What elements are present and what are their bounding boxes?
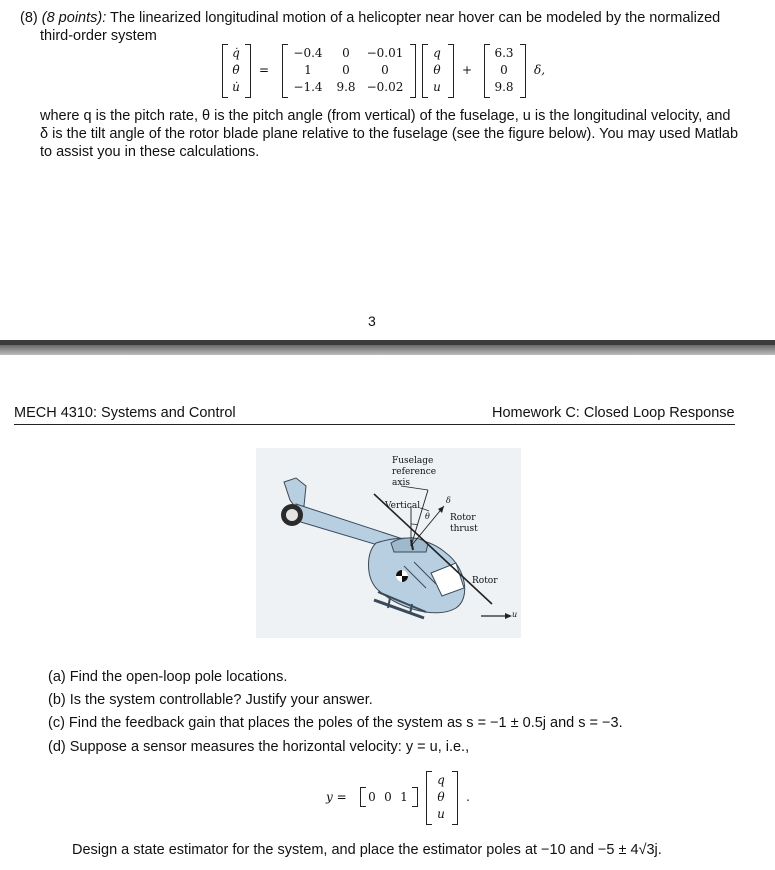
state-u: u: [433, 80, 441, 94]
problem-points: (8 points):: [41, 10, 107, 26]
label-rotor: Rotor: [472, 576, 498, 586]
helicopter-diagram: [256, 448, 521, 638]
out-state-theta: θ: [437, 790, 445, 804]
bracket-right: [520, 44, 526, 98]
label-delta: δ: [446, 496, 451, 505]
state-q: q: [433, 46, 441, 60]
problem-intro-line1: [20, 9, 765, 28]
A-13: −0.01: [366, 46, 404, 60]
label-fuselage-2: reference: [392, 467, 437, 477]
label-u: u: [512, 610, 518, 619]
label-fuselage-1: Fuselage: [392, 456, 434, 466]
bracket-right: [452, 771, 458, 825]
question-c: (c) Find the feedback gain that places the poles of the system as s = −1 ± 0.5j and s = −3.: [48, 715, 623, 731]
problem-intro-text: The linearized longitudinal motion of a helicopter near hover can be modeled by the normalized: [110, 10, 721, 26]
question-a: (a) Find the open-loop pole locations.: [48, 669, 288, 685]
output-equation: [326, 771, 496, 827]
A-21: 1: [304, 63, 312, 77]
question-b: (b) Is the system controllable? Justify your answer.: [48, 692, 373, 708]
tail-rotor-hub: [286, 509, 298, 521]
output-period: .: [466, 790, 470, 804]
course-title: MECH 4310: Systems and Control: [14, 405, 236, 421]
helicopter-figure: [256, 448, 521, 638]
bracket-right: [245, 44, 251, 98]
desc-line1: where q is the pitch rate, θ is the pitch angle (from vertical) of the fuselage, u is the longitudinal velocity, and: [40, 108, 731, 124]
A-32: 9.8: [336, 80, 356, 94]
A-23: 0: [381, 63, 389, 77]
label-fuselage-3: axis: [392, 478, 410, 488]
problem-number: (8): [20, 10, 38, 26]
equals-sign: =: [258, 63, 270, 77]
label-vertical: Vertical: [385, 501, 421, 511]
bracket-right: [448, 44, 454, 98]
page-separator: [0, 340, 775, 355]
fuselage-label: [392, 456, 436, 489]
bracket-right: [412, 787, 418, 807]
state-dot-theta: θ̇: [232, 63, 240, 77]
rotor-thrust-label: [450, 513, 478, 535]
question-d: (d) Suppose a sensor measures the horizontal velocity: y = u, i.e.,: [48, 739, 470, 755]
B-1: 6.3: [494, 46, 514, 60]
label-theta: θ: [425, 512, 430, 521]
plus-sign: +: [461, 63, 473, 77]
A-11: −0.4: [293, 46, 323, 60]
page-number: 3: [368, 313, 376, 329]
A-22: 0: [342, 63, 350, 77]
B-3: 9.8: [494, 80, 514, 94]
input-delta: δ,: [534, 63, 546, 77]
state-equation: [222, 44, 562, 100]
C-3: 1: [400, 790, 408, 804]
problem-intro-line2: third-order system: [40, 28, 157, 44]
output-y: y =: [326, 790, 347, 804]
A-33: −0.02: [366, 80, 404, 94]
state-theta: θ: [433, 63, 441, 77]
A-12: 0: [342, 46, 350, 60]
C-2: 0: [384, 790, 392, 804]
C-1: 0: [368, 790, 376, 804]
out-state-u: u: [437, 807, 445, 821]
out-state-q: q: [437, 773, 445, 787]
desc-line2: δ is the tilt angle of the rotor blade plane relative to the fuselage (see the figure below). You may used Matlab: [40, 126, 739, 142]
closing-statement: Design a state estimator for the system, and place the estimator poles at −10 and −5 ± 4√3j.: [72, 842, 662, 858]
A-31: −1.4: [293, 80, 323, 94]
state-dot-u: u̇: [232, 80, 240, 94]
B-2: 0: [500, 63, 508, 77]
bracket-right: [410, 44, 416, 98]
label-rotor-thrust-2: thrust: [450, 524, 478, 534]
header-rule: [14, 424, 735, 425]
homework-title: Homework C: Closed Loop Response: [492, 405, 735, 421]
label-rotor-thrust-1: Rotor: [450, 513, 476, 523]
state-dot-q: q̇: [232, 46, 240, 60]
desc-line3: to assist you in these calculations.: [40, 144, 260, 160]
